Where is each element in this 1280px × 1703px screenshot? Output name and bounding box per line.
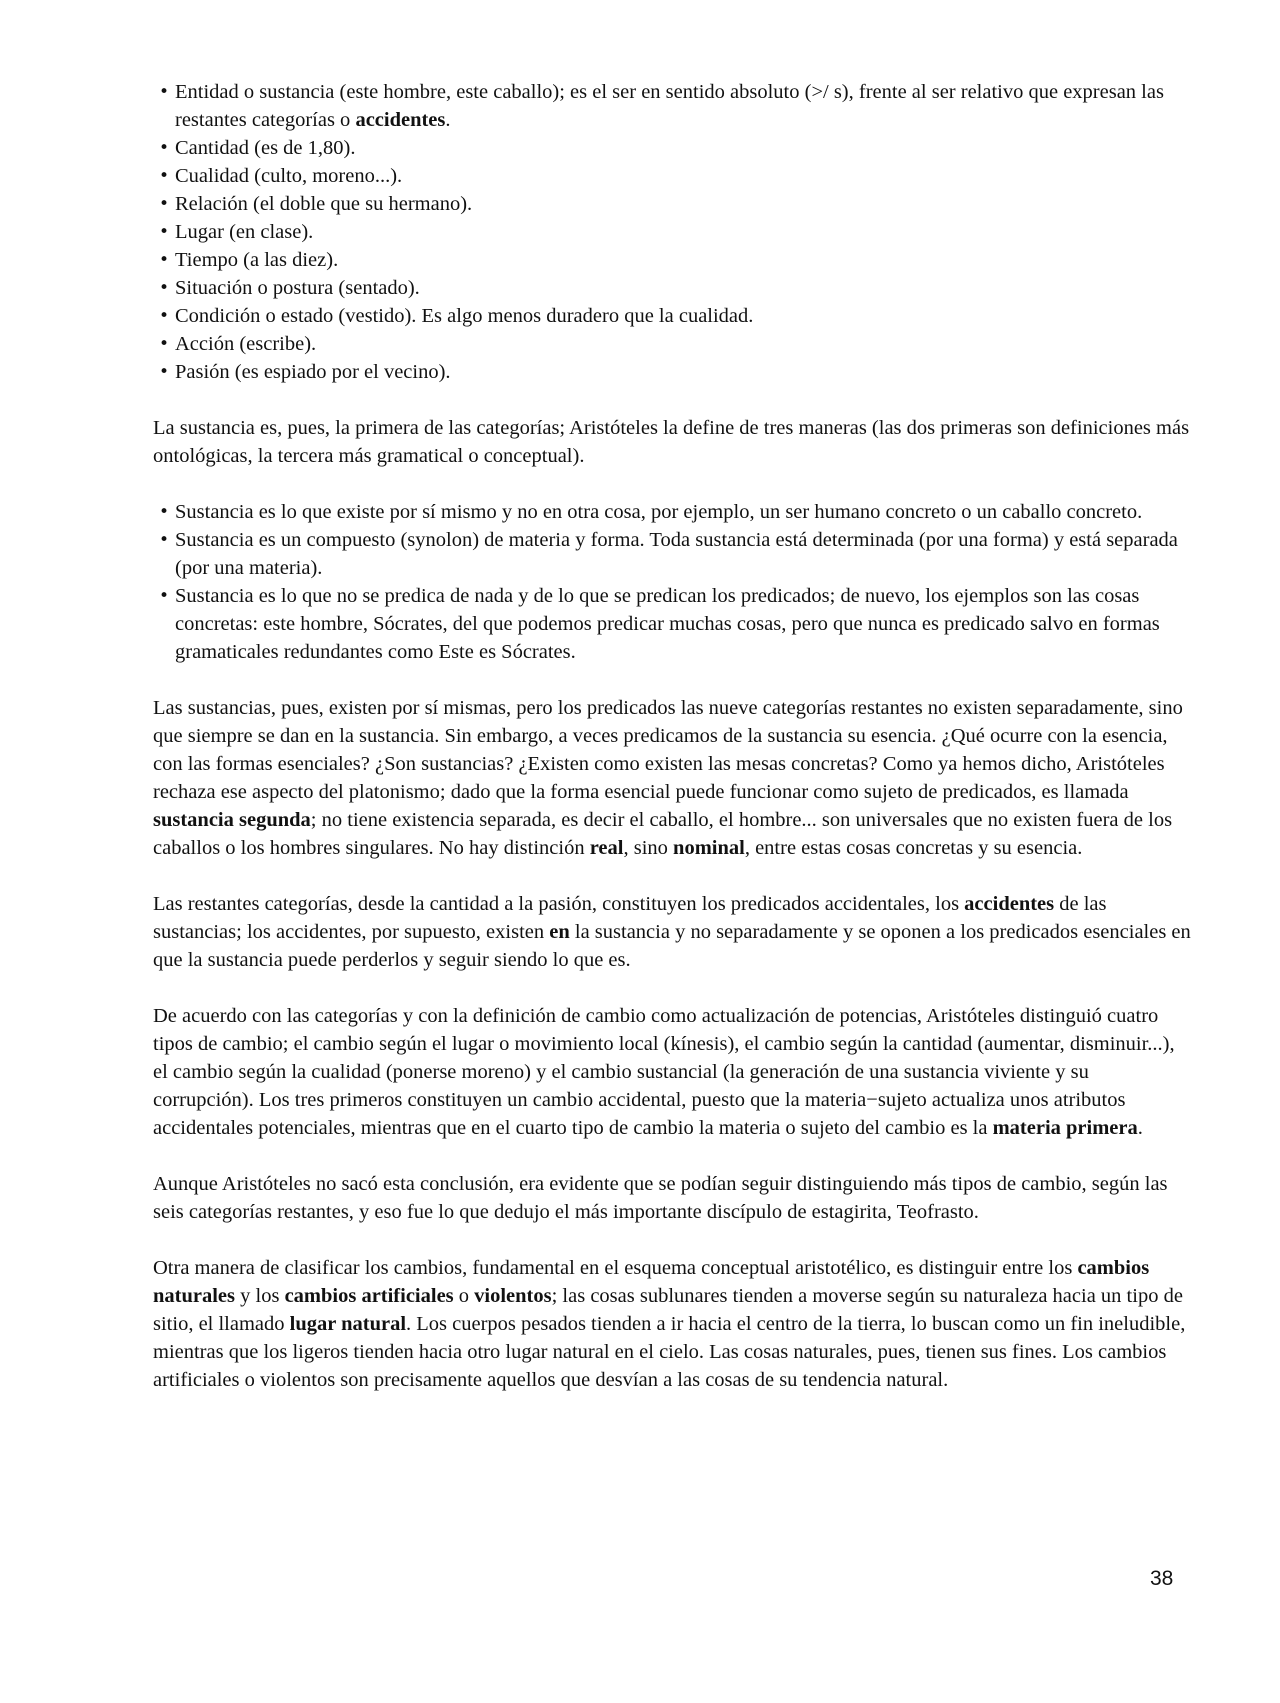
list-item: • Tiempo (a las diez). (153, 246, 1193, 274)
list-item: • Sustancia es un compuesto (synolon) de materia y forma. Toda sustancia está determinada (por una forma) y está separada (por una materia). (153, 526, 1193, 582)
bold-term: en (549, 921, 570, 943)
page-number: 38 (1150, 1567, 1174, 1590)
paragraph: Otra manera de clasificar los cambios, fundamental en el esquema conceptual aristotélico, es distinguir entre los cambios naturales y los cambios artificiales o violentos; las cosas sublunares tienden a moverse según su naturaleza hacia un tipo de sitio, el llamado lugar natural. Los cuerpos pesados tienden a ir hacia el centro de la tierra, lo buscan como un fin ineludible, mientras que los ligeros tienden hacia otro lugar natural en el cielo. Las cosas naturales, pues, tienen sus fines. Los cambios artificiales o violentos son precisamente aquellos que desvían a las cosas de su tendencia natural. (153, 1257, 1186, 1391)
list-item: • Acción (escribe). (153, 330, 1193, 358)
bold-term: cambios naturales (153, 1257, 1150, 1307)
bold-term: nominal (673, 837, 745, 859)
page-content (153, 78, 1193, 1394)
bold-term: cambios artificiales (284, 1285, 454, 1307)
bold-term: violentos (474, 1285, 552, 1307)
bold-term: accidentes (355, 109, 446, 131)
list-item: • Entidad o sustancia (este hombre, este caballo); es el ser en sentido absoluto (>/ s), frente al ser relativo que expresan las restantes categorías o accidentes. (153, 78, 1193, 134)
bold-term: real (589, 837, 624, 859)
list-item: • Sustancia es lo que existe por sí mismo y no en otra cosa, por ejemplo, un ser humano concreto o un caballo concreto. (153, 498, 1193, 526)
bold-term: lugar natural (289, 1313, 407, 1335)
bold-term: materia primera (992, 1117, 1138, 1139)
paragraph: Las restantes categorías, desde la cantidad a la pasión, constituyen los predicados accidentales, los accidentes de las sustancias; los accidentes, por supuesto, existen en la sustancia y no separadamente y se oponen a los predicados esenciales en que la sustancia puede perderlos y seguir siendo lo que es. (153, 893, 1191, 971)
categories-list (153, 78, 1193, 386)
list-item: • Relación (el doble que su hermano). (153, 190, 1193, 218)
paragraph: Aunque Aristóteles no sacó esta conclusión, era evidente que se podían seguir distinguiendo más tipos de cambio, según las seis categorías restantes, y eso fue lo que dedujo el más importante discípulo de estagirita, Teofrasto. (153, 1173, 1168, 1223)
paragraph: Las sustancias, pues, existen por sí mismas, pero los predicados las nueve categorías restantes no existen separadamente, sino que siempre se dan en la sustancia. Sin embargo, a veces predicamos de la sustancia su esencia. ¿Qué ocurre con la esencia, con las formas esenciales? ¿Son sustancias? ¿Existen como existen las mesas concretas? Como ya hemos dicho, Aristóteles rechaza ese aspecto del platonismo; dado que la forma esencial puede funcionar como sujeto de predicados, es llamada sustancia segunda; no tiene existencia separada, es decir el caballo, el hombre... son universales que no existen fuera de los caballos o los hombres singulares. No hay distinción real, sino nominal, entre estas cosas concretas y su esencia. (153, 697, 1183, 859)
list-item: • Lugar (en clase). (153, 218, 1193, 246)
definitions-list (153, 498, 1193, 666)
list-item: • Pasión (es espiado por el vecino). (153, 358, 1193, 386)
paragraph: De acuerdo con las categorías y con la definición de cambio como actualización de potencias, Aristóteles distinguió cuatro tipos de cambio; el cambio según el lugar o movimiento local (kínesis), el cambio según la cantidad (aumentar, disminuir...), el cambio según la cualidad (ponerse moreno) y el cambio sustancial (la generación de una sustancia viviente y su corrupción). Los tres primeros constituyen un cambio accidental, puesto que la materia−sujeto actualiza unos atributos accidentales potenciales, mientras que en el cuarto tipo de cambio la materia o sujeto del cambio es la materia primera. (153, 1005, 1175, 1139)
bold-term: sustancia segunda (153, 809, 311, 831)
bold-term: accidentes (964, 893, 1055, 915)
list-item: • Cualidad (culto, moreno...). (153, 162, 1193, 190)
list-item: • Situación o postura (sentado). (153, 274, 1193, 302)
list-item: • Cantidad (es de 1,80). (153, 134, 1193, 162)
list-item: • Condición o estado (vestido). Es algo menos duradero que la cualidad. (153, 302, 1193, 330)
paragraph: La sustancia es, pues, la primera de las categorías; Aristóteles la define de tres maneras (las dos primeras son definiciones más ontológicas, la tercera más gramatical o conceptual). (153, 417, 1190, 467)
list-item: • Sustancia es lo que no se predica de nada y de lo que se predican los predicados; de nuevo, los ejemplos son las cosas concretas: este hombre, Sócrates, del que podemos predicar muchas cosas, pero que nunca es predicado salvo en formas gramaticales redundantes como Este es Sócrates. (153, 582, 1193, 666)
